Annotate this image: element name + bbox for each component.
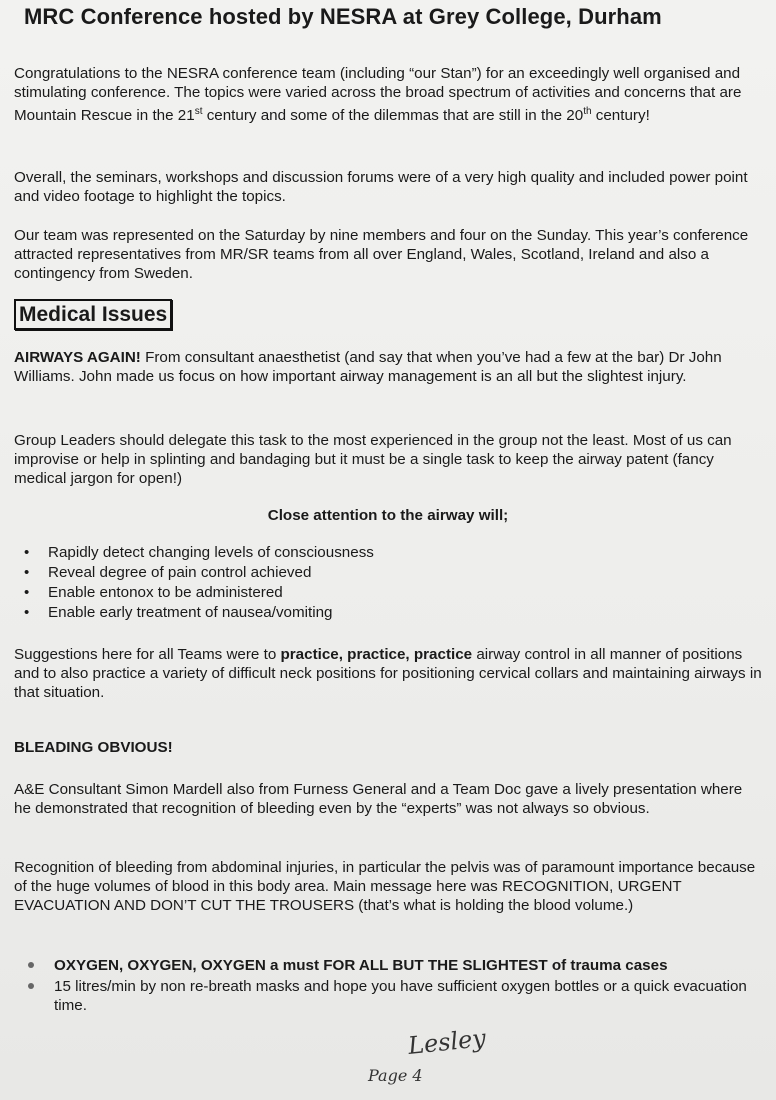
bullet-icon: • [24,584,30,601]
intro-sup-2: th [583,106,592,117]
bullet-icon [28,962,34,968]
handwritten-signature: Lesley [406,1024,488,1060]
suggestions-emphasis: practice, practice, practice [280,646,473,663]
bullet-text: 15 litres/min by non re-breath masks and hope you have sufficient oxygen bottles or a quick evacuation time. [54,978,747,1014]
intro-sup-1: st [194,106,203,117]
bleeding-paragraph-2-text: Recognition of bleeding from abdominal injuries, in particular the pelvis was of paramount importance because of the huge volumes of blood in this body area. Main message here was RECOGNITION, URGENT EVACUATION AND DON’T CUT THE TROUSERS (that’s what is holding the blood volume.) [14,859,756,914]
list-item [14,543,762,563]
intro-text-1: Congratulations to the NESRA conference team (including “our Stan”) for an exceedingly well organised and stimulating conference. The topics were varied across the broad spectrum of activities and concerns that are Mountain Rescue in the 21 [14,65,742,125]
airway-bullet-list [14,543,762,623]
bullet-icon [28,983,34,989]
airway-subheading: Close attention to the airway will; [267,507,509,524]
airways-heading: AIRWAYS AGAIN! [14,349,141,366]
airways-text: From consultant anaesthetist (and say that when you’ve had a few at the bar) Dr John Williams. John made us focus on how important airway management is an all but the slightest injury. [14,349,722,385]
intro-paragraph-3 [14,226,762,283]
group-leaders-paragraph [14,431,762,488]
list-item [14,956,762,975]
intro-text-2: century and some of the dilemmas that are still in the 20 [202,107,584,125]
intro-paragraph-3-text: Our team was represented on the Saturday by nine members and four on the Sunday. This year’s conference attracted representatives from MR/SR teams from all over England, Wales, Scotland, Ireland and also a contingency from Sweden. [14,227,749,282]
bleeding-paragraph-1-text: A&E Consultant Simon Mardell also from Furness General and a Team Doc gave a lively presentation where he demonstrated that recognition of bleeding even by the “experts” was not always so obvious. [14,781,743,817]
intro-paragraph-2 [14,168,762,206]
bullet-icon: • [24,564,30,581]
bullet-text: Enable entonox to be administered [48,584,283,601]
oxygen-bullet-list [14,956,762,1015]
intro-text-3: century! [591,107,650,125]
bullet-text: Reveal degree of pain control achieved [48,564,312,581]
bullet-text: Enable early treatment of nausea/vomiting [48,604,333,621]
bleeding-heading-block [14,738,762,757]
bleeding-paragraph-2 [14,858,762,915]
suggestions-paragraph [14,645,762,702]
page-number: Page 4 [368,1066,423,1085]
intro-paragraph-1 [14,64,762,125]
list-item [14,603,762,623]
bleeding-paragraph-1 [14,780,762,818]
airways-paragraph [14,348,762,386]
section-heading-medical-issues: Medical Issues [14,299,172,330]
list-item [14,977,762,1015]
bullet-icon: • [24,544,30,561]
group-leaders-text: Group Leaders should delegate this task to the most experienced in the group not the least. Most of us can improvise or help in splinting and bandaging but it must be a single task to keep the airway patent (fancy medical jargon for open!) [14,432,732,487]
page-title: MRC Conference hosted by NESRA at Grey College, Durham [24,4,662,29]
list-item [14,563,762,583]
suggestions-text-1: Suggestions here for all Teams were to [14,646,281,663]
suggestions-text-2: airway control in all manner of positions and to also practice a variety of difficult neck positions for positioning cervical collars and maintaining airways in that situation. [14,646,762,701]
intro-paragraph-2-text: Overall, the seminars, workshops and discussion forums were of a very high quality and included power point and video footage to highlight the topics. [14,169,748,205]
bullet-text: OXYGEN, OXYGEN, OXYGEN a must FOR ALL BUT THE SLIGHTEST of trauma cases [54,957,668,974]
bullet-icon: • [24,604,30,621]
bleeding-heading: BLEADING OBVIOUS! [14,739,173,756]
list-item [14,583,762,603]
bullet-text: Rapidly detect changing levels of consciousness [48,544,374,561]
